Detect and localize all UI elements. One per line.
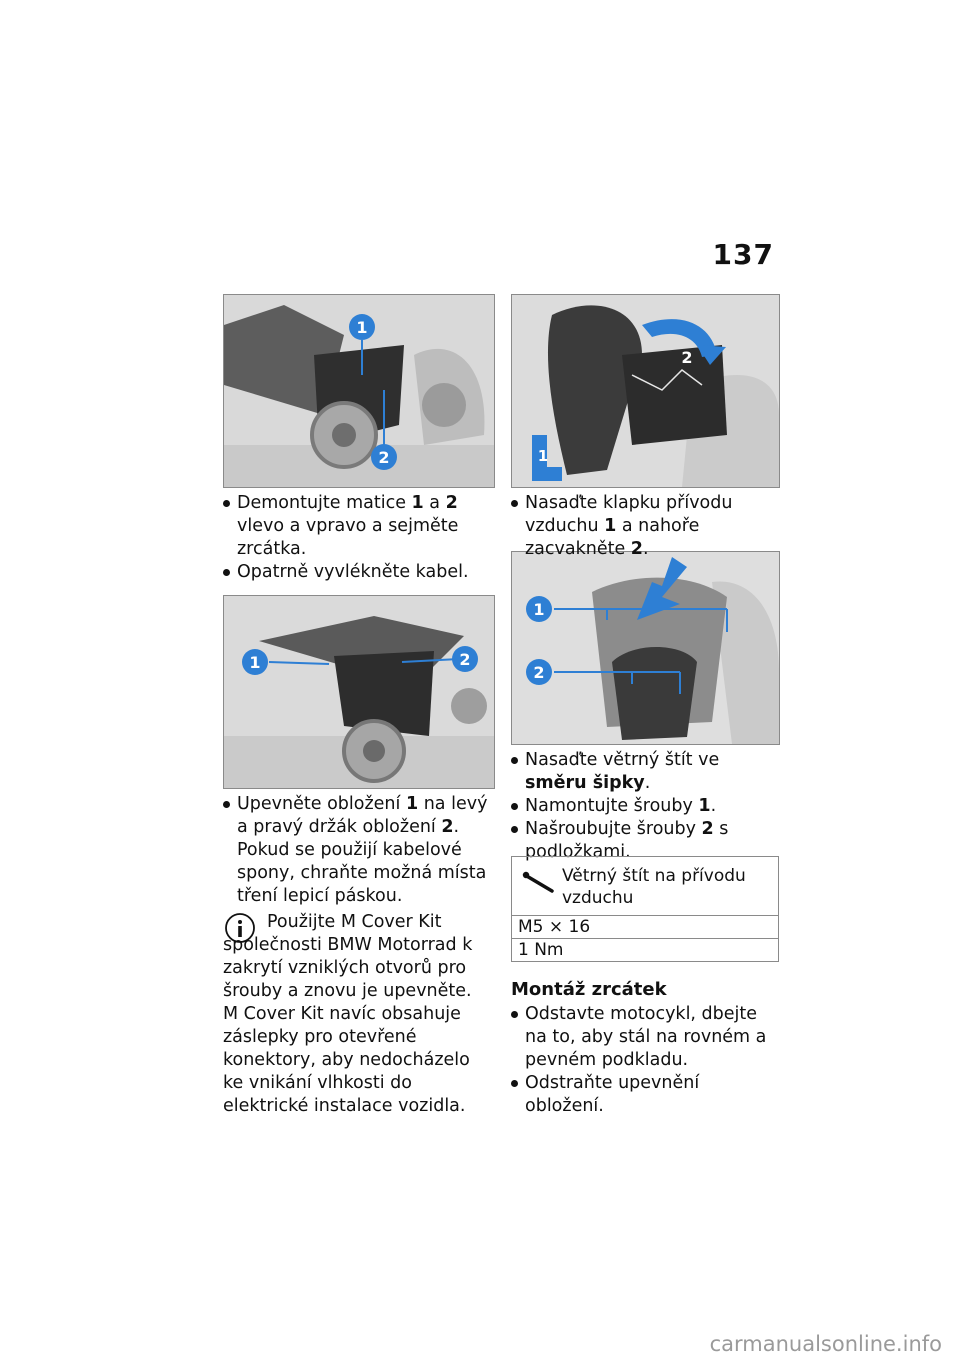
- step-air-flap: Nasaďte klapku přívodu vzduchu 1 a nahoře zacvakněte 2.: [511, 492, 779, 561]
- page-number: 137: [712, 238, 774, 271]
- section-heading: Montáž zrcátek: [511, 979, 667, 1000]
- watermark: carmanualsonline.info: [709, 1332, 942, 1356]
- fig1-callout-2: 2: [378, 448, 390, 467]
- fig2-callout-2: 2: [459, 650, 471, 669]
- step-park-motorcycle: Odstavte motocykl, dbejte na to, aby stál na rovném a pevném podkladu.: [511, 1003, 779, 1072]
- figure-cover-mounting: [223, 595, 495, 789]
- torque-spec-row: 1 Nm: [512, 938, 778, 961]
- right-steps-2: [511, 749, 779, 864]
- figure-windshield: [511, 551, 780, 745]
- figure-3-illustration: [512, 295, 779, 487]
- fig4-callout-1: 1: [533, 600, 545, 619]
- left-steps-2: [223, 793, 493, 908]
- figure-nuts-removal: [223, 294, 495, 488]
- step-screws: Namontujte šrouby 1.: [511, 795, 779, 818]
- torque-wrench-icon: [522, 871, 556, 895]
- fig4-callout-2: 2: [533, 663, 545, 682]
- note-text: Použijte M Cover Kit společnosti BMW Motorrad k zakrytí vzniklých otvorů pro šrouby a znovu je upevněte. M Cover Kit navíc obsahuje záslepky pro otevřené konektory, aby nedocházelo ke vnikání vlhkosti do elektrické instalace vozidla.: [223, 912, 473, 1116]
- step-screw-washers: Našroubujte šrouby 2 s podložkami.: [511, 818, 779, 864]
- step-fix-cover: Upevněte obložení 1 na levý a pravý držák obložení 2. Pokud se použijí kabelové spony, chraňte možná místa tření lepicí páskou.: [223, 793, 493, 908]
- step-remove-nuts: Demontujte matice 1 a 2 vlevo a vpravo a sejměte zrcátka.: [223, 492, 493, 561]
- left-steps-1: [223, 492, 493, 584]
- fig1-callout-1: 1: [356, 318, 368, 337]
- fig2-callout-1: 1: [249, 653, 261, 672]
- step-remove-cover-fixing: Odstraňte upevnění obložení.: [511, 1072, 779, 1118]
- torque-spec-table: [511, 856, 779, 962]
- figure-4-illustration: [512, 552, 779, 744]
- step-windshield: Nasaďte větrný štít ve směru šipky.: [511, 749, 779, 795]
- torque-spec-row: M5 × 16: [518, 917, 591, 937]
- torque-spec-header: [512, 857, 778, 916]
- fig3-callout-2: 2: [681, 348, 693, 367]
- right-steps-1: [511, 492, 779, 561]
- right-steps-3: [511, 1003, 779, 1118]
- figure-air-flap: [511, 294, 780, 488]
- figure-2-illustration: [224, 596, 494, 788]
- figure-1-illustration: [224, 295, 494, 487]
- step-pull-cable: Opatrně vyvlékněte kabel.: [223, 561, 493, 584]
- svg-text:1: 1: [537, 447, 549, 465]
- torque-spec-label: Větrný štít na přívodu vzduchu: [562, 866, 746, 908]
